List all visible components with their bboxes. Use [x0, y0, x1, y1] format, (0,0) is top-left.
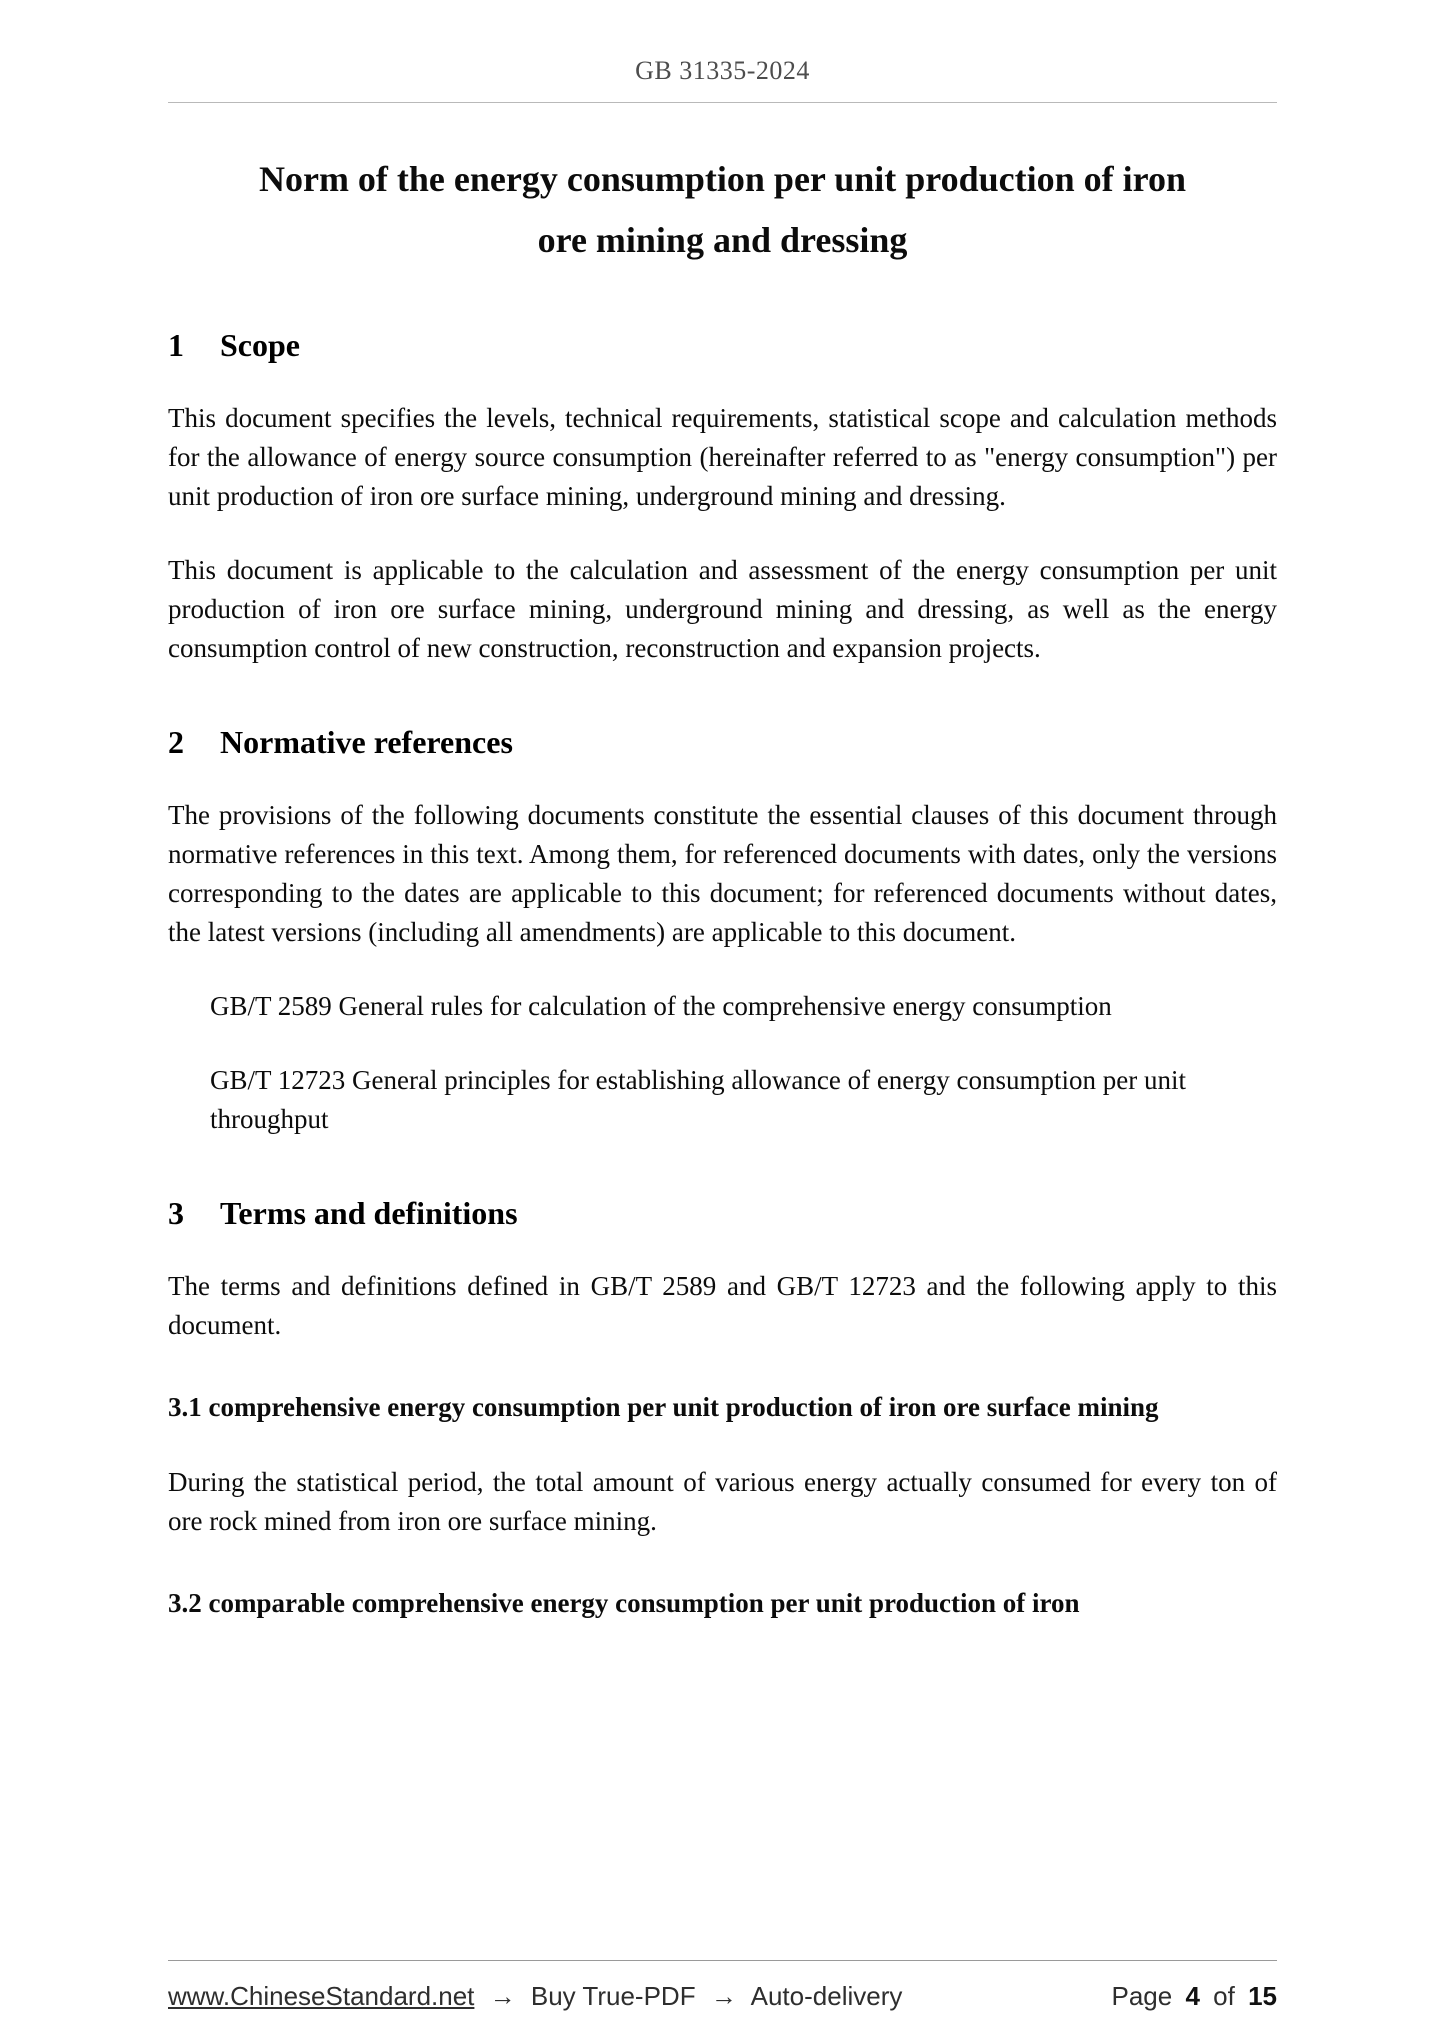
- page-header: [168, 0, 1277, 103]
- page-indicator: [1105, 1981, 1277, 2012]
- term-3-2-heading: 3.2 comparable comprehensive energy consumption per unit production of iron: [168, 1588, 1080, 1619]
- title-line-1: Norm of the energy consumption per unit production of iron: [258, 159, 1187, 199]
- normative-reference-2: GB/T 12723 General principles for establishing allowance of energy consumption per unit throughput: [210, 1065, 1187, 1135]
- of-label: of: [1213, 1981, 1235, 2011]
- section-3-heading: [168, 1195, 1277, 1232]
- section-3-number: 3: [168, 1195, 184, 1232]
- page-footer: [168, 1960, 1277, 2044]
- buy-true-pdf-label: Buy True-PDF: [530, 1981, 696, 2011]
- section-2-number: 2: [168, 724, 184, 761]
- term-3-1-heading: 3.1 comprehensive energy consumption per unit production of iron ore surface mining: [168, 1392, 1159, 1423]
- auto-delivery-label: Auto-delivery: [750, 1981, 903, 2011]
- section-2-title: Normative references: [220, 724, 513, 761]
- footer-source: [168, 1981, 910, 2012]
- page-label: Page: [1111, 1981, 1173, 2011]
- website-link[interactable]: www.ChineseStandard.net: [168, 1981, 475, 2011]
- section-1-heading: [168, 327, 1277, 364]
- section-2-paragraph-1: The provisions of the following documents constitute the essential clauses of this document through normative references in this text. Among them, for referenced documents with dates, only the versions corresponding to the dates are applicable to this document; for referenced documents without dates, the latest versions (including all amendments) are applicable to this document.: [168, 800, 1277, 948]
- footer-row: [168, 1981, 1277, 2012]
- total-page-number: 15: [1248, 1981, 1277, 2011]
- section-1-paragraph-1: This document specifies the levels, technical requirements, statistical scope and calculation methods for the allowance of energy source consumption (hereinafter referred to as "energy consumption") per unit production of iron ore surface mining, underground mining and dressing.: [168, 403, 1277, 512]
- header-divider: [168, 102, 1277, 103]
- section-1-paragraph-2: This document is applicable to the calculation and assessment of the energy consumption per unit production of iron ore surface mining, underground mining and dressing, as well as the energy consumption control of new construction, reconstruction and expansion projects.: [168, 555, 1277, 664]
- footer-divider: [168, 1960, 1277, 1961]
- title-line-2: ore mining and dressing: [537, 220, 908, 261]
- section-3-paragraph-1: The terms and definitions defined in GB/T 2589 and GB/T 12723 and the following apply to this document.: [168, 1271, 1277, 1341]
- normative-reference-1: GB/T 2589 General rules for calculation of the comprehensive energy consumption: [210, 991, 1112, 1022]
- document-content: [168, 149, 1277, 1624]
- section-2-heading: [168, 724, 1277, 761]
- term-3-1-definition: During the statistical period, the total amount of various energy actually consumed for every ton of ore rock mined from iron ore surface mining.: [168, 1467, 1277, 1537]
- section-1-title: Scope: [220, 327, 300, 364]
- current-page-number: 4: [1185, 1981, 1200, 2011]
- section-1-number: 1: [168, 327, 184, 364]
- arrow-right-icon: →: [710, 1981, 737, 2011]
- section-3-title: Terms and definitions: [220, 1195, 518, 1232]
- document-title: [168, 149, 1277, 271]
- standard-number: GB 31335-2024: [635, 56, 810, 85]
- arrow-right-icon: →: [489, 1981, 516, 2011]
